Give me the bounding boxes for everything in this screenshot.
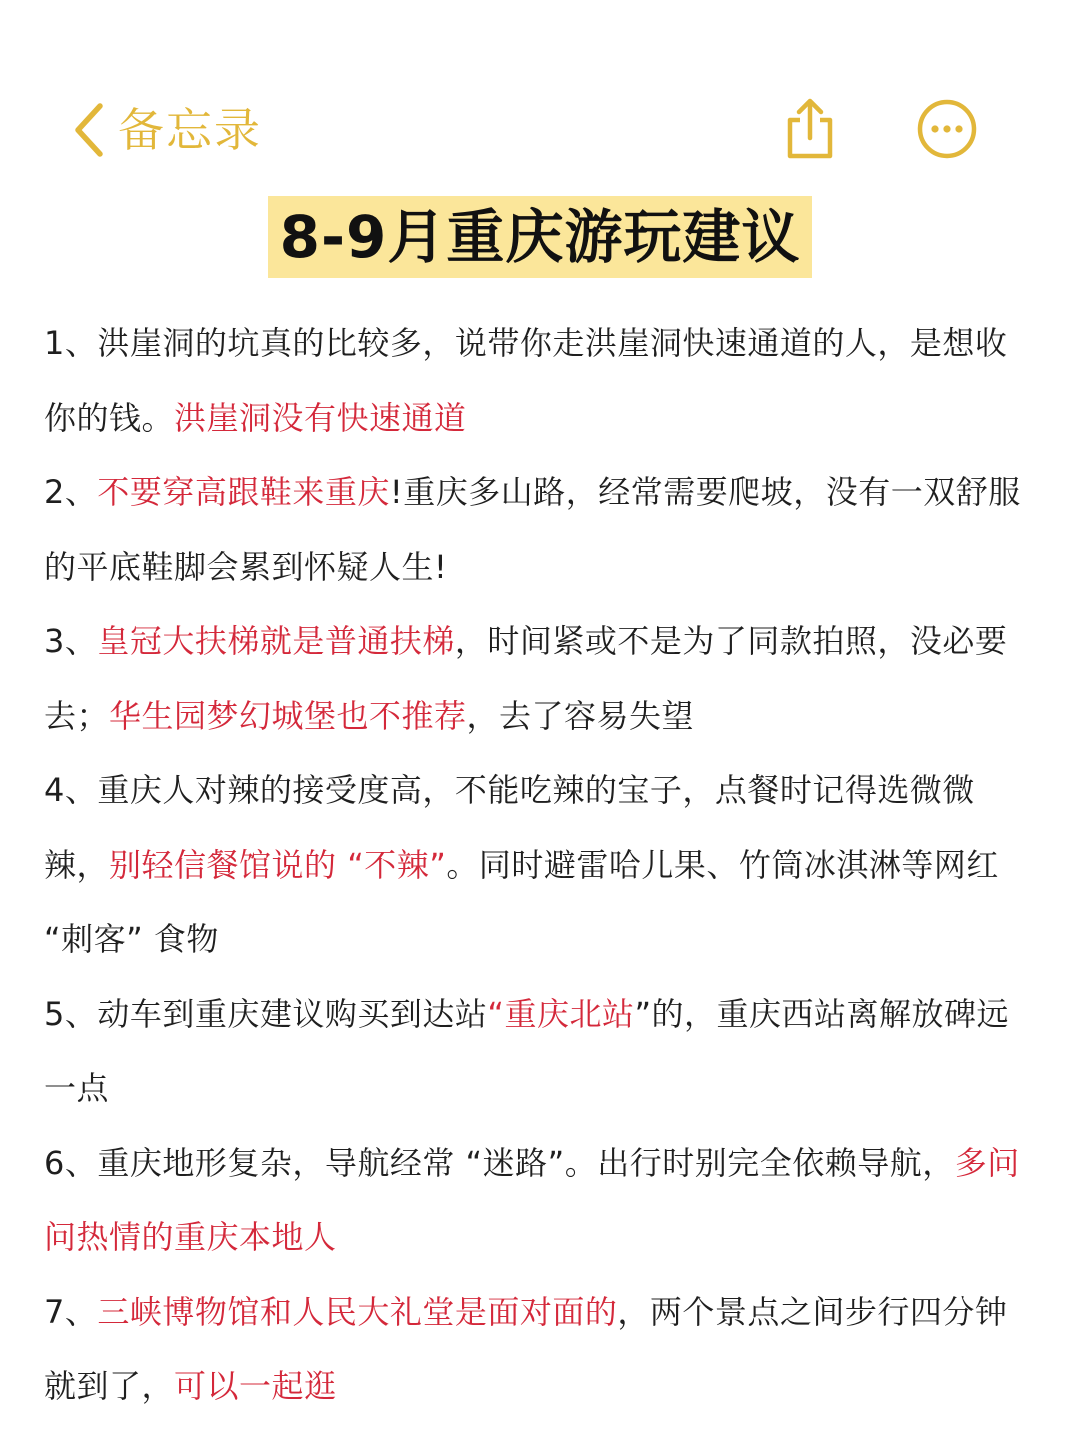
highlighted-text: 皇冠大扶梯就是普通扶梯 (97, 622, 455, 660)
highlighted-text: 不要穿高跟鞋来重庆 (97, 473, 390, 511)
highlighted-text: 多问问热情的重庆本地人 (44, 1143, 1020, 1256)
share-icon (780, 96, 840, 162)
note-text: ”的，重庆西站离解放碑远一点 (44, 994, 1010, 1107)
highlighted-text: 别轻信餐馆说的 “不辣” (109, 845, 447, 884)
note-text: ，去了容易失望 (466, 696, 695, 735)
note-item-7 (44, 1275, 1036, 1424)
note-item-3 (44, 604, 1036, 753)
ellipsis-circle-icon (916, 98, 978, 160)
note-text: 1、洪崖洞的坑真的比较多，说带你走洪崖洞快速通道的人，是想收你的钱。 (44, 324, 1008, 437)
note-text: ，时间紧或不是为了同款拍照，没必要去； (44, 622, 1008, 735)
note-item-5 (44, 977, 1036, 1126)
highlighted-text: 华生园梦幻城堡也不推荐 (109, 696, 467, 735)
highlighted-text: 三峡博物馆和人民大礼堂是面对面的 (97, 1292, 618, 1331)
highlighted-text: 可以一起逛 (174, 1367, 337, 1405)
back-button-label: 备忘录 (118, 103, 262, 157)
note-item-1 (44, 306, 1036, 455)
note-item-4 (44, 753, 1036, 977)
note-text: ，两个景点之间步行四分钟就到了， (44, 1292, 1008, 1405)
note-text: 3、 (44, 622, 98, 660)
note-title-row (0, 196, 1080, 278)
note-text: 7、 (44, 1292, 98, 1331)
note-item-2 (44, 455, 1036, 604)
note-text: 6、重庆地形复杂，导航经常 “迷路”。出行时别完全依赖导航， (44, 1143, 955, 1182)
note-text: 。同时避雷哈儿果、竹筒冰淇淋等网红 “刺客” 食物 (44, 845, 999, 958)
back-button[interactable] (72, 96, 262, 164)
note-body[interactable] (44, 306, 1036, 1424)
note-text: 4、重庆人对辣的接受度高，不能吃辣的宝子，点餐时记得选微微辣， (44, 771, 975, 884)
highlighted-text: “重庆北站 (487, 994, 635, 1033)
note-text: !重庆多山路，经常需要爬坡，没有一双舒服的平底鞋脚会累到怀疑人生! (44, 473, 1021, 586)
more-button[interactable] (916, 98, 978, 160)
note-text: 5、动车到重庆建议购买到达站 (44, 994, 488, 1033)
note-title[interactable]: 8-9月重庆游玩建议 (268, 196, 813, 278)
nav-bar (0, 0, 1080, 190)
share-button[interactable] (780, 96, 840, 162)
chevron-left-icon (72, 102, 106, 158)
note-text: 2、 (44, 473, 98, 511)
highlighted-text: 洪崖洞没有快速通道 (174, 398, 467, 437)
note-item-6 (44, 1126, 1036, 1275)
